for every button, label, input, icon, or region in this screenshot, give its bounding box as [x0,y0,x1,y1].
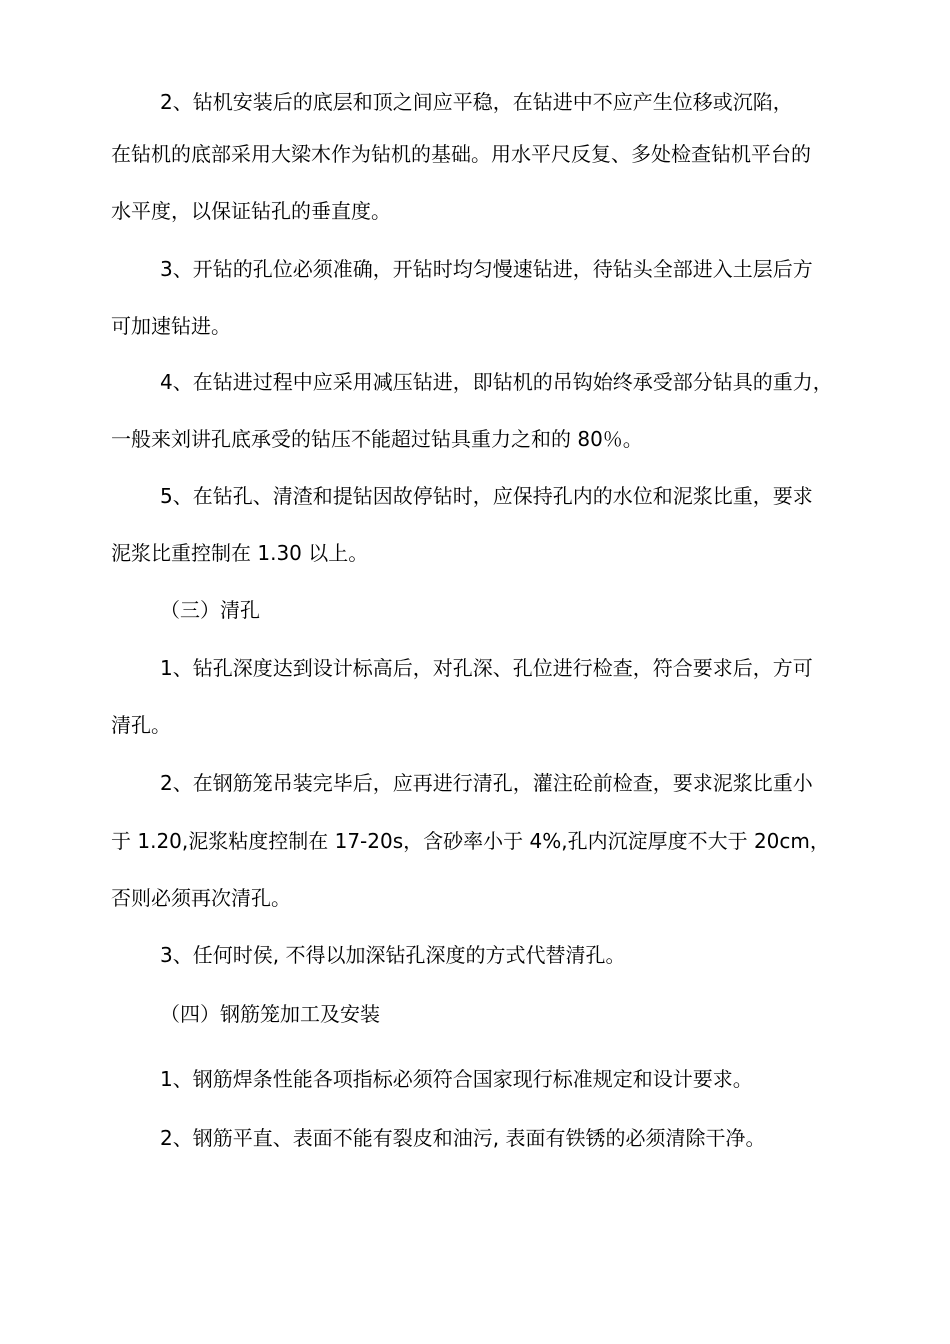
cleaning-item-2-line-1: 2、在钢筋笼吊装完毕后，应再进行清孔，灌注砼前检查，要求泥浆比重小 [160,771,813,795]
paragraph-5-line-2: 泥浆比重控制在 1.30 以上。 [111,541,369,565]
paragraph-2-line-3: 水平度，以保证钻孔的垂直度。 [111,199,391,223]
paragraph-2-line-2: 在钻机的底部采用大梁木作为钻机的基础。用水平尺反复、多处检查钻机平台的 [111,142,811,166]
paragraph-2-line-1: 2、钻机安装后的底层和顶之间应平稳，在钻进中不应产生位移或沉陷， [160,90,793,114]
section-heading-cleaning: （三）清孔 [160,598,260,622]
rebar-item-1: 1、钢筋焊条性能各项指标必须符合国家现行标准规定和设计要求。 [160,1067,753,1091]
cleaning-item-1-line-1: 1、钻孔深度达到设计标高后，对孔深、孔位进行检查，符合要求后，方可 [160,656,813,680]
paragraph-3-line-1: 3、开钻的孔位必须准确，开钻时均匀慢速钻进，待钻头全部进入土层后方 [160,257,813,281]
paragraph-4-line-2: 一般来刘讲孔底承受的钻压不能超过钻具重力之和的 80％。 [111,427,643,451]
paragraph-4-line-1: 4、在钻进过程中应采用减压钻进，即钻机的吊钩始终承受部分钻具的重力， [160,370,833,394]
cleaning-item-2-line-2: 于 1.20,泥浆粘度控制在 17-20s，含砂率小于 4%,孔内沉淀厚度不大于 20cm， [111,829,830,853]
paragraph-3-line-2: 可加速钻进。 [111,314,231,338]
cleaning-item-2-line-3: 否则必须再次清孔。 [111,886,291,910]
cleaning-item-3: 3、任何时侯, 不得以加深钻孔深度的方式代替清孔。 [160,943,626,967]
paragraph-5-line-1: 5、在钻孔、清渣和提钻因故停钻时，应保持孔内的水位和泥浆比重，要求 [160,484,813,508]
cleaning-item-1-line-2: 清孔。 [111,713,171,737]
rebar-item-2: 2、钢筋平直、表面不能有裂皮和油污, 表面有铁锈的必须清除干净。 [160,1126,766,1150]
section-heading-rebar-cage: （四）钢筋笼加工及安装 [160,1002,380,1026]
